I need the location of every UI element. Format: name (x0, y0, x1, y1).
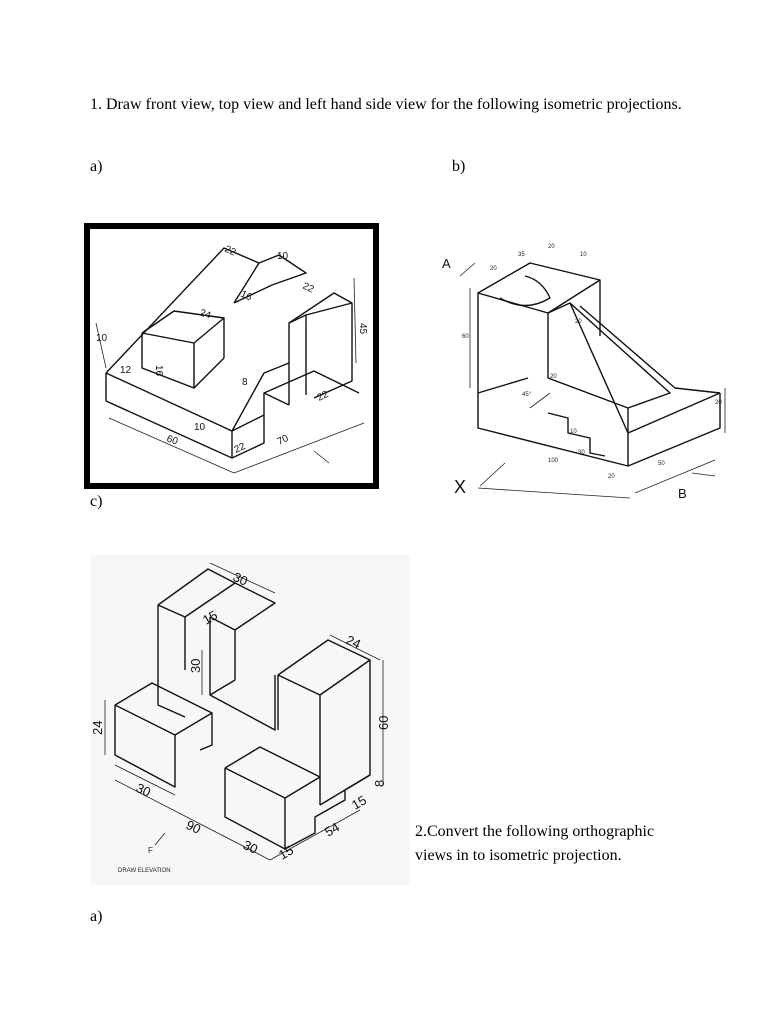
label-b: b) (452, 158, 466, 175)
figure-a-dim-1: 22 (222, 243, 238, 259)
figure-b-dim-2: 20 (490, 266, 497, 272)
figure-a-dim-9: 16 (153, 365, 164, 377)
figure-a-dim-11: 10 (194, 422, 206, 433)
figure-b-dim-6: 20 (575, 319, 582, 325)
figure-a-drawing (84, 223, 379, 489)
figure-a-dim-5: 24 (197, 307, 213, 322)
figure-c-dim-8: 30 (133, 780, 154, 800)
figure-c-dim-9: 90 (183, 817, 204, 837)
figure-c-dim-13: 54 (322, 819, 343, 840)
figure-a-dim-8: 12 (120, 365, 132, 376)
figure-a-dim-10: 8 (242, 377, 248, 388)
figure-c-dim-6: 60 (376, 715, 391, 730)
figure-c-dim-11: 30 (240, 837, 261, 857)
figure-c-dim-4: 24 (343, 632, 364, 652)
figure-a-dim-6: 45 (357, 323, 368, 335)
figure-b-dim-7: 45° (522, 392, 532, 398)
figure-b-dim-12: 20 (608, 474, 615, 480)
figure-c-dim-5: 24 (90, 720, 105, 735)
figure-b-dim-11: 100 (548, 458, 559, 464)
label-c: c) (90, 493, 103, 510)
figure-b-dim-14: 20 (715, 400, 722, 406)
figure-b-letter-x: X (454, 477, 467, 497)
figure-a-dim-2: 10 (277, 251, 289, 262)
figure-b-dim-3: 20 (548, 244, 555, 250)
question-2-label-a: a) (90, 908, 103, 925)
question-1-text: 1. Draw front view, top view and left hand side view for the following isometric projections. (90, 96, 682, 113)
figure-b-dim-13: 50 (658, 461, 665, 467)
figure-b-dim-8: 20 (550, 374, 557, 380)
figure-a-dim-4: 22 (300, 280, 316, 296)
question-2-text: 2.Convert the following orthographic views in to isometric projection. (415, 823, 655, 864)
figure-a-dim-7: 10 (96, 333, 108, 344)
figure-b-dim-4: 10 (580, 252, 587, 258)
figure-c-dim-10: 15 (349, 792, 370, 813)
figure-a-dim-3: 16 (238, 288, 254, 304)
figure-b-dim-1: 35 (518, 252, 525, 258)
figure-b-dim-5: 60 (462, 334, 469, 340)
figure-b-letter-a: A (442, 256, 451, 271)
figure-b-dim-10: 30 (578, 450, 585, 456)
figure-c-dim-2: 15 (200, 607, 221, 628)
figure-a-dim-14: 22 (315, 389, 331, 404)
figure-a-dim-15: 70 (275, 433, 291, 448)
figure-c-dim-12: 15 (276, 842, 297, 863)
figure-c-dim-1: 30 (230, 569, 251, 589)
figure-c-caption: DRAW ELEVATION (118, 868, 171, 874)
figure-c-dim-3: 30 (188, 658, 203, 673)
figure-c-drawing (90, 555, 410, 885)
figure-c-dim-7: 8 (372, 779, 387, 787)
figure-b-letter-b: B (678, 486, 687, 501)
figure-b-dim-9: 10 (570, 429, 577, 435)
figure-b-drawing (430, 228, 738, 518)
label-a: a) (90, 158, 103, 175)
figure-c-letter-f: F (148, 846, 153, 855)
figure-a-dim-13: 22 (232, 441, 248, 456)
figure-a-dim-12: 60 (164, 433, 180, 448)
